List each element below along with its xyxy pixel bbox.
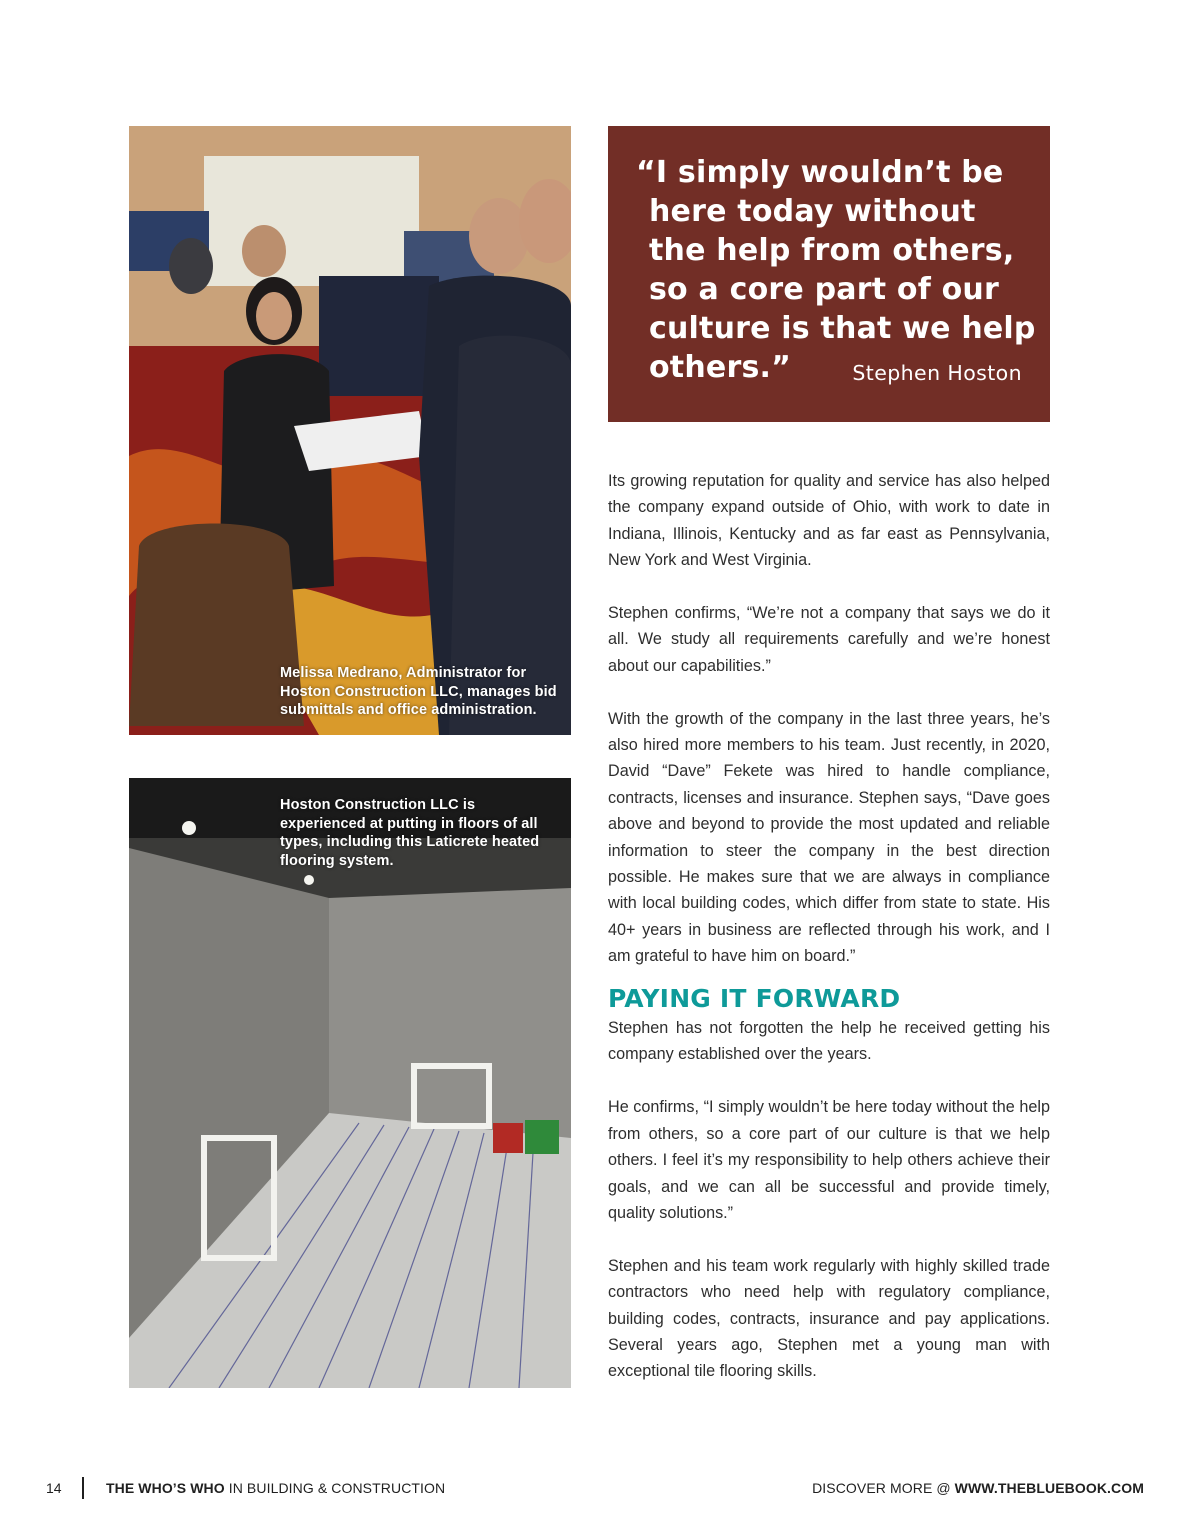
article-paragraph: Its growing reputation for quality and service has also helped the company expand outside of Ohio, with work to date in Indiana, Illinois, Kentucky and as far east as Pennsylvania, New York and West Virginia. [608,472,1050,570]
page-footer [0,1476,1200,1500]
publication-title-bold: THE WHO’S WHO [106,1480,225,1496]
article-paragraph: He confirms, “I simply wouldn’t be here today without the help from others, so a core part of our culture is that we help others. I feel it’s my responsibility to help others achieve their goals, and we can all be successful and provide timely, quality solutions.” [608,1098,1050,1222]
article-paragraph: Stephen confirms, “We’re not a company that says we do it all. We study all requirements carefully and we’re honest about our capabilities.” [608,604,1050,675]
article-body [608,468,1050,1411]
photo-caption: Hoston Construction LLC is experienced at putting in floors of all types, including this Laticrete heated flooring system. [280,797,540,869]
pull-quote [608,126,1050,422]
quote-text: “I simply wouldn’t be here today without the help from others, so a core part of our culture is that we help others.” [636,155,1036,385]
article-paragraph: Stephen has not forgotten the help he received getting his company established over the years. [608,1019,1050,1064]
page-number: 14 [46,1480,62,1496]
discover-more [812,1480,1144,1496]
publication-title-rest: IN BUILDING & CONSTRUCTION [224,1480,446,1496]
article-paragraph: Stephen and his team work regularly with highly skilled trade contractors who need help with regulatory compliance, building codes, contracts, insurance and pay applications. Several years ago, Stephen met a young man with exceptional tile flooring skills. [608,1256,1050,1381]
photo-flooring-room [129,778,571,1388]
publication-title [106,1480,445,1496]
photo-conference [129,126,571,735]
quote-author: Stephen Hoston [852,361,1022,385]
article-paragraph: With the growth of the company in the last three years, he’s also hired more members to his team. Just recently, in 2020, David “Dave” Fekete was hired to handle compliance, contracts, licenses and insurance. Stephen says, “Dave goes above and beyond to provide the most updated and reliable information to steer the company in the best direction possible. He makes sure that we are always in compliance with local building codes, which differ from state to state. His 40+ years in business are reflected through his work, and I am grateful to have him on board.” [608,709,1050,966]
conference-photo-illustration [129,126,571,735]
discover-label: DISCOVER MORE @ [812,1480,955,1496]
photo-caption: Melissa Medrano, Administrator for Hoston Construction LLC, manages bid submittals and office administration. [280,665,557,718]
footer-divider [82,1477,84,1499]
website-link[interactable]: WWW.THEBLUEBOOK.COM [954,1480,1144,1496]
section-heading: PAYING IT FORWARD [608,984,901,1014]
